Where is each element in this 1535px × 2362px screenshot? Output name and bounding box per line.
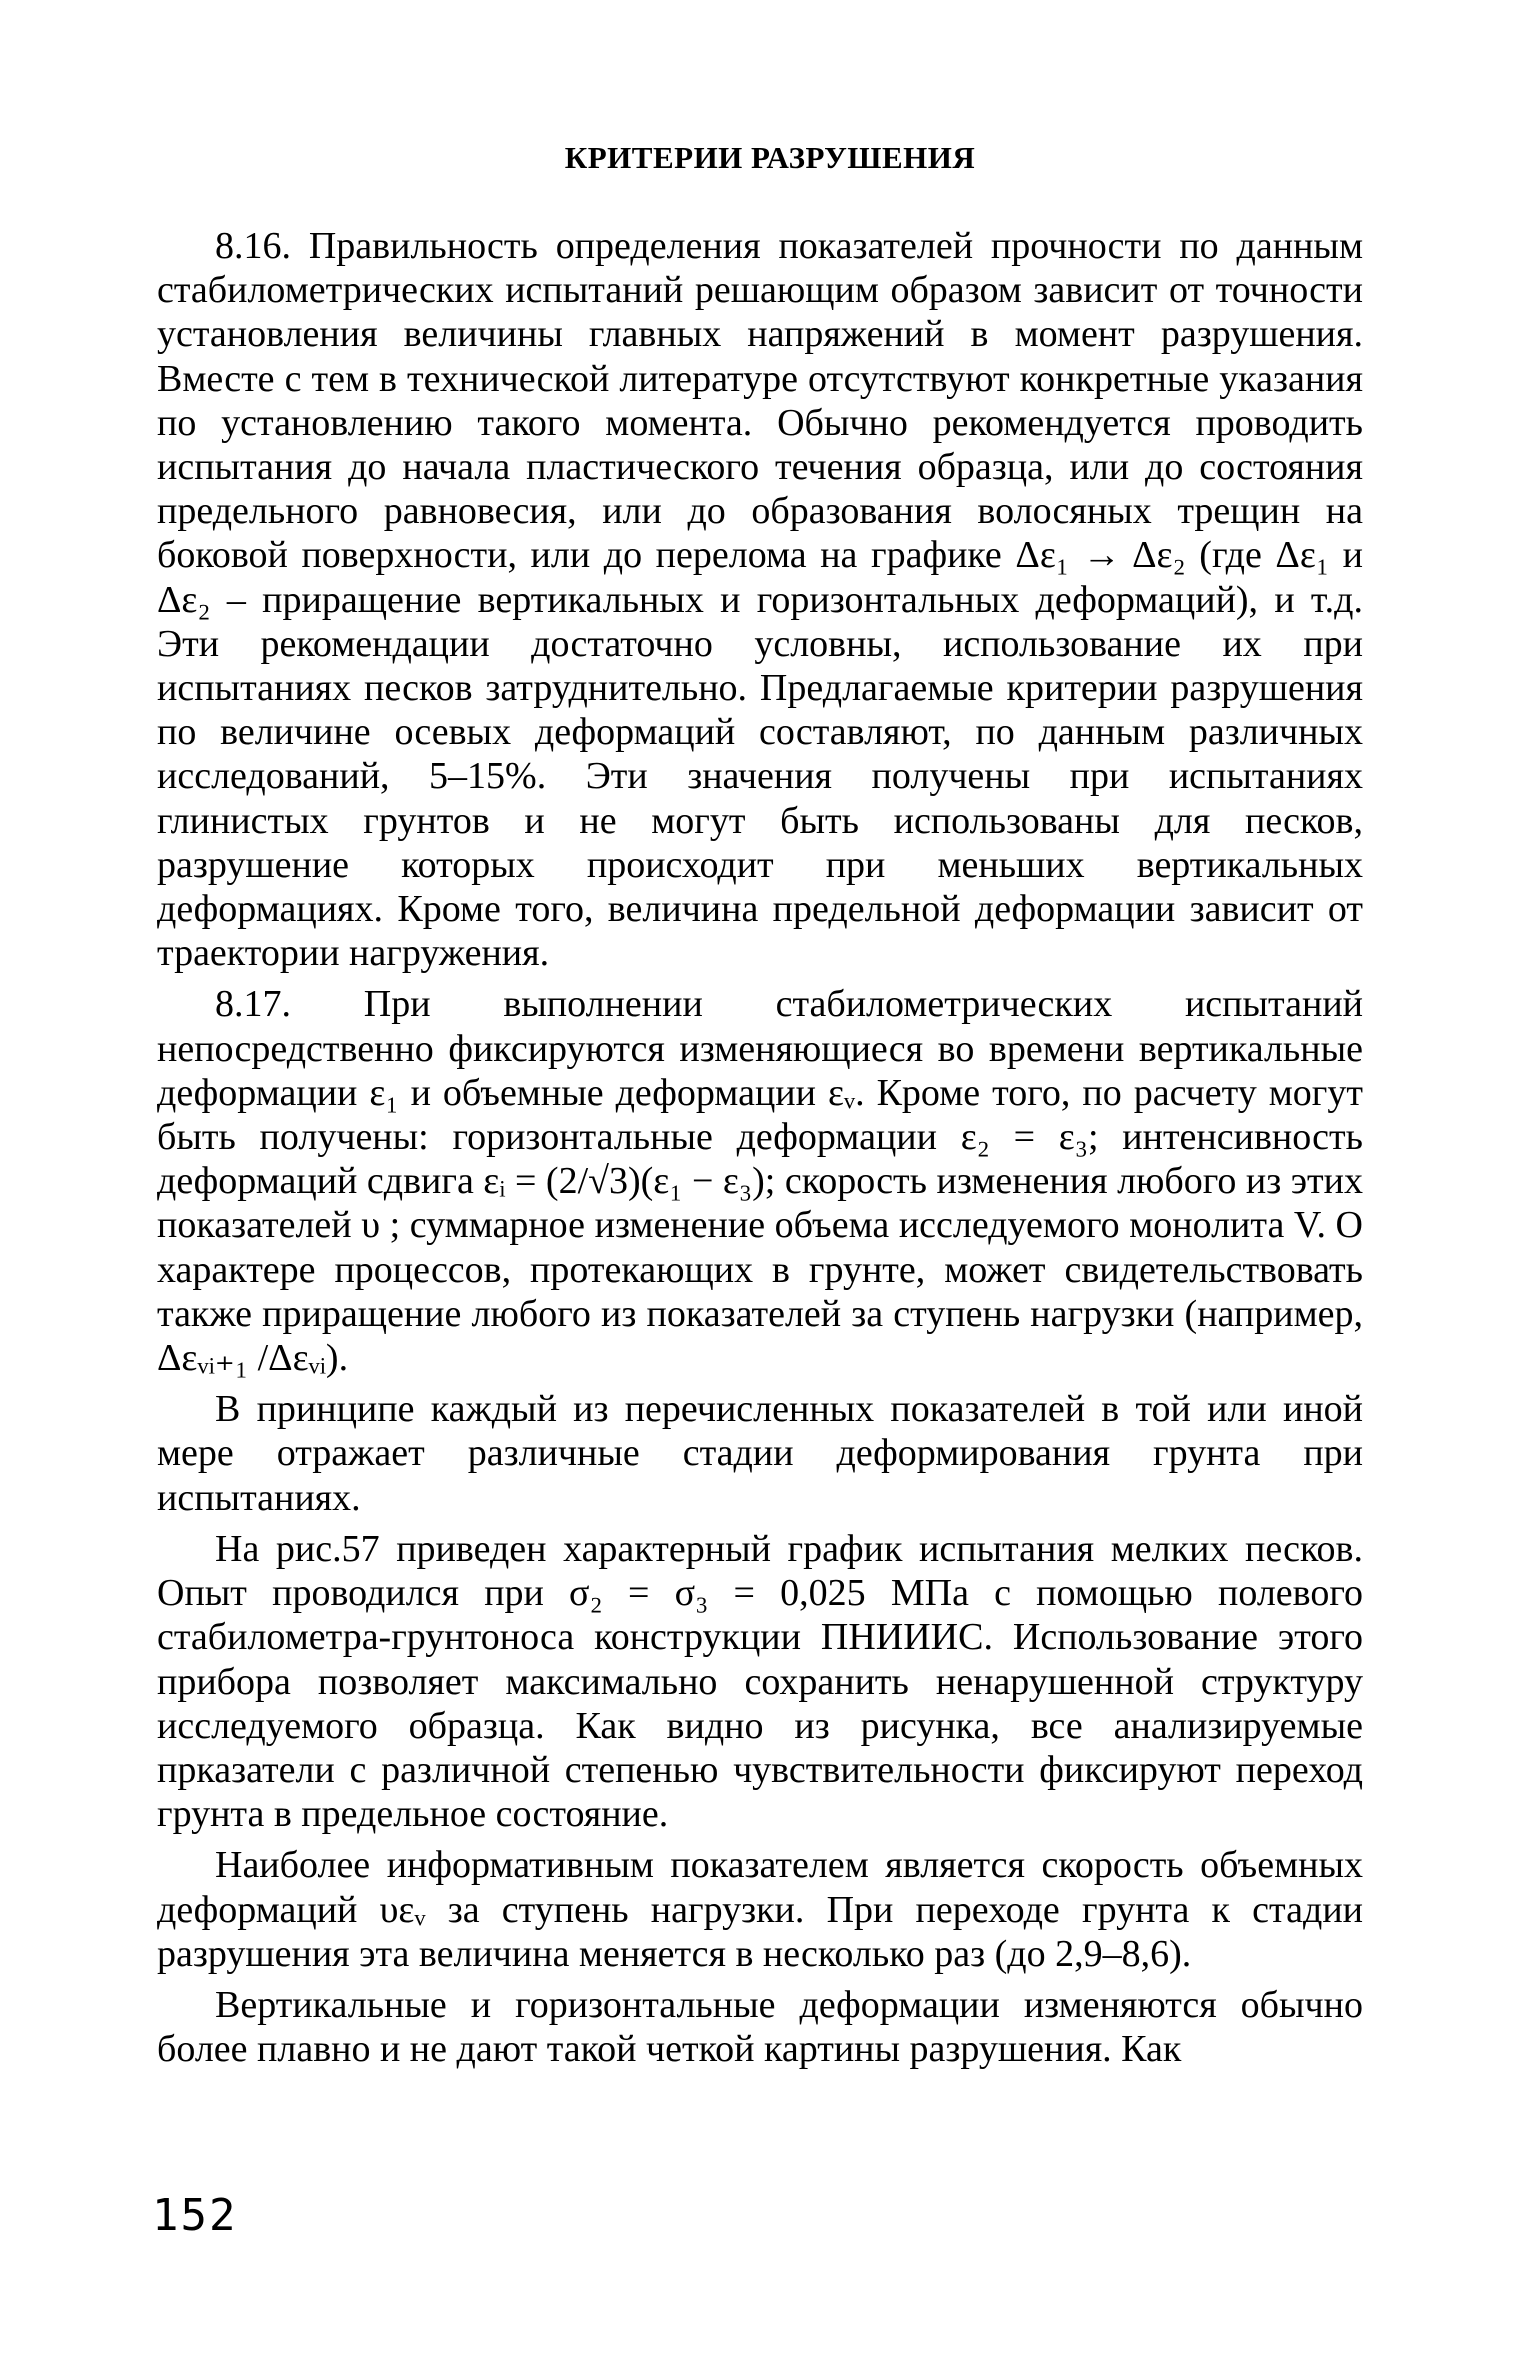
paragraph-informative-indicator: Наиболее информативным показателем является скорость объемных деформаций υεᵥ за ступень нагрузки. При переходе грунта к стадии разрушения эта величина меняется в несколько раз (до 2,9–8,6).	[157, 1844, 1363, 1975]
paragraph-8-16: 8.16. Правильность определения показателей прочности по данным стабилометрических испытаний решающим образом зависит от точности установления величины главных напряжений в момент разрушения. Вместе с тем в технической литературе отсутствуют конкретные указания по установлению такого момента. Обычно рекомендуется проводить испытания до начала пластического течения образца, или до состояния предельного равновесия, или до образования волосяных трещин на боковой поверхности, или до перелома на графике Δε₁ → Δε₂ (где Δε₁ и Δε₂ – приращение вертикальных и горизонтальных деформаций), и т.д. Эти рекомендации достаточно условны, использование их при испытаниях песков затруднительно. Предлагаемые критерии разрушения по величине осевых деформаций составляют, по данным различных исследований, 5–15%. Эти значения получены при испытаниях глинистых грунтов и не могут быть использованы для песков, разрушение которых происходит при меньших вертикальных деформациях. Кроме того, величина предельной деформации зависит от траектории нагружения.	[157, 225, 1363, 975]
paragraph-principle: В принципе каждый из перечисленных показателей в той или иной мере отражает различные стадии деформирования грунта при испытаниях.	[157, 1388, 1363, 1519]
paragraph-figure-57: На рис.57 приведен характерный график испытания мелких песков. Опыт проводился при σ₂ = σ₃ = 0,025 МПа с помощью полевого стабилометра-грунтоноса конструкции ПНИИИС. Использование этого прибора позволяет максимально сохранить ненарушенной структуру исследуемого образца. Как видно из рисунка, все анализируемые прказатели с различной степенью чувствительности фиксируют переход грунта в предельное состояние.	[157, 1527, 1363, 1836]
book-page	[157, 140, 1363, 2340]
page-number: 152	[152, 2190, 238, 2241]
paragraph-8-17: 8.17. При выполнении стабилометрических испытаний непосредственно фиксируются изменяющиеся во времени вертикальные деформации ε₁ и объемные деформации εᵥ. Кроме того, по расчету могут быть получены: горизонтальные деформации ε₂ = ε₃; интенсивность деформаций сдвига εᵢ = (2/√3)(ε₁ − ε₃); скорость изменения любого из этих показателей υ ; суммарное изменение объема исследуемого монолита V. О характере процессов, протекающих в грунте, может свидетельствовать также приращение любого из показателей за ступень нагрузки (например, Δεᵥᵢ₊₁ /Δεᵥᵢ).	[157, 983, 1363, 1380]
section-title: КРИТЕРИИ РАЗРУШЕНИЯ	[564, 140, 976, 175]
paragraph-vertical-horizontal: Вертикальные и горизонтальные деформации изменяются обычно более плавно и не дают такой четкой картины разрушения. Как	[157, 1983, 1363, 2071]
